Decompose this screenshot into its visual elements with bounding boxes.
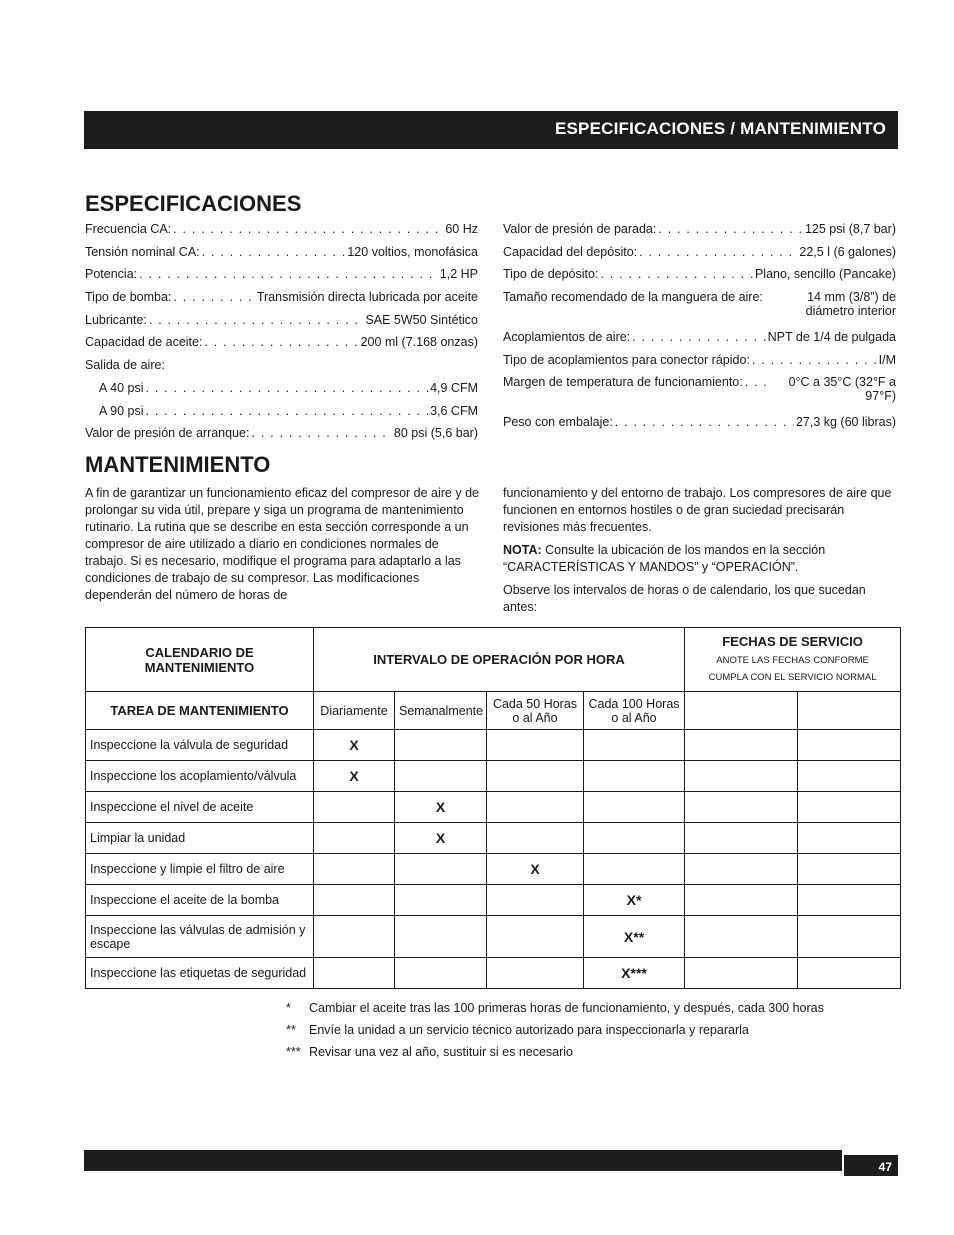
spec-value: Plano, sencillo (Pancake): [754, 267, 896, 282]
daily-cell: [314, 885, 395, 916]
spec-label: Potencia:: [85, 267, 138, 282]
daily-cell: [314, 958, 395, 989]
footnote-symbol: *: [286, 1001, 291, 1015]
spec-label: Valor de presión de arranque:: [85, 426, 250, 441]
dot-leader: [204, 335, 358, 349]
spec-label: Margen de temperatura de funcionamiento:: [503, 375, 743, 390]
maintenance-interval-note: Observe los intervalos de horas o de calendario, los que sucedan antes:: [503, 583, 866, 614]
spec-row: [85, 267, 478, 290]
footnote: [286, 1041, 824, 1063]
footnote-symbol: **: [286, 1023, 296, 1037]
hundred-hours-cell: X*: [584, 885, 685, 916]
weekly-cell: [395, 730, 487, 761]
dot-leader: [149, 313, 364, 327]
table-row: [86, 730, 901, 761]
spec-value: I/M: [878, 352, 896, 367]
hundred-hours-cell: X***: [584, 958, 685, 989]
spec-label: Valor de presión de parada:: [503, 222, 657, 236]
footer-bar: [84, 1150, 842, 1171]
task-header: TAREA DE MANTENIMIENTO: [86, 692, 314, 730]
spec-value: 1,2 HP: [439, 267, 478, 282]
dot-leader: [202, 245, 346, 259]
spec-label: Lubricante:: [85, 312, 147, 327]
dot-leader: [765, 290, 766, 304]
table-row: [86, 958, 901, 989]
service-date-cell[interactable]: [798, 761, 901, 792]
service-date-cell[interactable]: [685, 792, 798, 823]
spec-value: 27,3 kg (60 libras): [795, 415, 896, 430]
section-header-band: [84, 111, 898, 149]
spec-value: 120 voltios, monofásica: [347, 244, 478, 259]
service-date-cell[interactable]: [798, 730, 901, 761]
footnote: [286, 997, 824, 1019]
spec-row: [503, 353, 896, 376]
spec-value: Transmisión directa lubricada por aceite: [256, 290, 478, 305]
weekly-cell: X: [395, 823, 487, 854]
spec-label: Tamaño recomendado de la manguera de aire:: [503, 290, 763, 305]
daily-cell: [314, 823, 395, 854]
weekly-cell: [395, 854, 487, 885]
service-date-cell[interactable]: [798, 958, 901, 989]
spec-row: [503, 222, 896, 245]
spec-label: Frecuencia CA:: [85, 222, 172, 236]
task-cell: Inspeccione los acoplamiento/válvula: [86, 761, 314, 792]
service-dates-sub-2: CUMPLA CON EL SERVICIO NORMAL: [708, 671, 877, 683]
weekly-cell: [395, 761, 487, 792]
weekly-cell: [395, 958, 487, 989]
footnote-symbol: ***: [286, 1045, 301, 1059]
table-subheader-row: [86, 692, 901, 730]
service-date-cell[interactable]: [685, 823, 798, 854]
table-row: [86, 761, 901, 792]
hundred-hours-cell: [584, 792, 685, 823]
dot-leader: [752, 353, 877, 367]
dot-leader: [632, 330, 766, 344]
service-date-cell[interactable]: [685, 958, 798, 989]
service-dates-header: [685, 628, 901, 692]
spec-label: Tipo de bomba:: [85, 290, 172, 305]
maintenance-note: [503, 542, 896, 576]
spec-value: 60 Hz: [445, 222, 478, 236]
spec-row: [503, 245, 896, 268]
service-date-cell[interactable]: [798, 916, 901, 958]
hundred-hours-cell: [584, 761, 685, 792]
fifty-hours-cell: [487, 730, 584, 761]
daily-cell: X: [314, 761, 395, 792]
dot-leader: [139, 267, 438, 281]
spec-value: NPT de 1/4 de pulgada: [767, 330, 896, 345]
spec-row: [503, 267, 896, 290]
service-dates-title: FECHAS DE SERVICIO: [722, 633, 863, 649]
spec-value: 22,5 l (6 galones): [799, 244, 896, 259]
col-100h-header: Cada 100 Horas o al Año: [584, 692, 685, 730]
dot-leader: [615, 415, 794, 429]
page-number: 47: [844, 1155, 898, 1176]
service-date-cell[interactable]: [685, 730, 798, 761]
footnote: [286, 1019, 824, 1041]
spec-row: [503, 330, 896, 353]
footnotes: [286, 997, 824, 1063]
spec-value: SAE 5W50 Sintético: [365, 312, 478, 327]
task-cell: Limpiar la unidad: [86, 823, 314, 854]
service-date-cell[interactable]: [798, 885, 901, 916]
dot-leader: [145, 381, 428, 395]
daily-cell: [314, 854, 395, 885]
interval-header: INTERVALO DE OPERACIÓN POR HORA: [314, 628, 685, 692]
fifty-hours-cell: X: [487, 854, 584, 885]
spec-row: [503, 375, 896, 415]
spec-label: A 90 psi: [99, 403, 144, 418]
dot-leader: [173, 222, 443, 236]
fifty-hours-cell: [487, 823, 584, 854]
spec-row: [85, 290, 478, 313]
col-daily-header: Diariamente: [314, 692, 395, 730]
spec-label: Capacidad de aceite:: [85, 335, 203, 350]
weekly-cell: X: [395, 792, 487, 823]
service-date-cell[interactable]: [798, 854, 901, 885]
daily-cell: [314, 916, 395, 958]
service-date-cell[interactable]: [685, 761, 798, 792]
hundred-hours-cell: X**: [584, 916, 685, 958]
service-date-cell[interactable]: [685, 885, 798, 916]
spec-row: [503, 415, 896, 438]
spec-value: 3,6 CFM: [430, 403, 478, 418]
dot-leader: [745, 375, 766, 389]
spec-label: Peso con embalaje:: [503, 415, 613, 430]
note-label: NOTA:: [503, 543, 542, 557]
task-cell: Inspeccione la válvula de seguridad: [86, 730, 314, 761]
specifications-heading: ESPECIFICACIONES: [85, 191, 302, 216]
table-header-row: [86, 628, 901, 692]
dot-leader: [639, 245, 797, 259]
fifty-hours-cell: [487, 792, 584, 823]
dot-leader: [600, 267, 753, 281]
table-row: [86, 885, 901, 916]
table-row: [86, 823, 901, 854]
spec-label: Tipo de depósito:: [503, 267, 599, 282]
spec-row: [85, 404, 478, 427]
hundred-hours-cell: [584, 730, 685, 761]
spec-value: 80 psi (5,6 bar): [393, 426, 478, 441]
spec-label: Tipo de acoplamientos para conector rápido:: [503, 352, 750, 367]
spec-value: 4,9 CFM: [430, 380, 478, 395]
calendar-header: CALENDARIO DE MANTENIMIENTO: [86, 628, 314, 692]
note-text: Consulte la ubicación de los mandos en la sección “CARACTERÍSTICAS Y MANDOS” y “OPERACIÓN”.: [503, 543, 826, 574]
footnote-text: Cambiar el aceite tras las 100 primeras horas de funcionamiento, y después, cada 300 horas: [309, 1001, 824, 1015]
spec-row: [85, 358, 478, 381]
spec-label: Capacidad del depósito:: [503, 244, 638, 259]
spec-row: [85, 381, 478, 404]
table-row: [86, 916, 901, 958]
task-cell: Inspeccione y limpie el filtro de aire: [86, 854, 314, 885]
task-cell: Inspeccione el nivel de aceite: [86, 792, 314, 823]
service-date-cell[interactable]: [685, 854, 798, 885]
footnote-text: Revisar una vez al año, sustituir si es necesario: [309, 1045, 574, 1059]
service-date-cell[interactable]: [798, 823, 901, 854]
weekly-cell: [395, 885, 487, 916]
fifty-hours-cell: [487, 958, 584, 989]
service-date-cell[interactable]: [798, 792, 901, 823]
task-cell: Inspeccione las válvulas de admisión y escape: [86, 916, 314, 958]
service-date-cell[interactable]: [685, 916, 798, 958]
spec-label: Tensión nominal CA:: [85, 244, 200, 259]
spec-label: Acoplamientos de aire:: [503, 330, 631, 345]
col-weekly-header: Semanalmente: [395, 692, 487, 730]
spec-row: [85, 335, 478, 358]
spec-label: A 40 psi: [99, 380, 144, 395]
spec-value: 200 ml (7.168 onzas): [360, 335, 478, 350]
spec-row: [85, 426, 478, 449]
dot-leader: [173, 290, 254, 304]
daily-cell: [314, 792, 395, 823]
service-date-cell[interactable]: [798, 692, 901, 730]
maintenance-heading: MANTENIMIENTO: [85, 452, 271, 477]
spec-row: [85, 222, 478, 245]
fifty-hours-cell: [487, 761, 584, 792]
spec-row: [85, 245, 478, 268]
hundred-hours-cell: [584, 823, 685, 854]
task-cell: Inspeccione las etiquetas de seguridad: [86, 958, 314, 989]
spec-label: Salida de aire:: [85, 358, 165, 373]
dot-leader: [658, 222, 803, 236]
daily-cell: X: [314, 730, 395, 761]
spec-value: 125 psi (8,7 bar): [804, 222, 896, 236]
hundred-hours-cell: [584, 854, 685, 885]
spec-row: [503, 290, 896, 330]
specs-left-column: [85, 222, 478, 449]
maintenance-schedule-table: [85, 627, 901, 989]
service-date-cell[interactable]: [685, 692, 798, 730]
spec-value: 14 mm (3/8”) de diámetro interior: [805, 290, 896, 319]
fifty-hours-cell: [487, 916, 584, 958]
table-row: [86, 792, 901, 823]
fifty-hours-cell: [487, 885, 584, 916]
specs-right-column: [503, 222, 896, 438]
dot-leader: [251, 426, 391, 440]
maintenance-intro-left: A fin de garantizar un funcionamiento eficaz del compresor de aire y de prolongar su vida útil, prepare y siga un programa de mantenimiento rutinario. La rutina que se describe en esta sección corresponde a un compresor de aire utilizado a diario en condiciones normales de trabajo. Si es necesario, modifique el programa para adaptarlo a las condiciones de trabajo de su compresor. Las modificaciones dependerán del número de horas de: [85, 486, 479, 602]
service-dates-sub-1: ANOTE LAS FECHAS CONFORME: [716, 654, 869, 666]
table-row: [86, 854, 901, 885]
weekly-cell: [395, 916, 487, 958]
spec-row: [85, 313, 478, 336]
spec-value: 0°C a 35°C (32°F a 97°F): [788, 375, 896, 404]
dot-leader: [145, 404, 428, 418]
footnote-text: Envíe la unidad a un servicio técnico autorizado para inspeccionarla y repararla: [309, 1023, 749, 1037]
col-50h-header: Cada 50 Horas o al Año: [487, 692, 584, 730]
task-cell: Inspeccione el aceite de la bomba: [86, 885, 314, 916]
section-header-title: ESPECIFICACIONES / MANTENIMIENTO: [554, 119, 886, 138]
maintenance-intro-right: funcionamiento y del entorno de trabajo. Los compresores de aire que funcionen en entornos hostiles o de gran suciedad precisarán revisiones más frecuentes.: [503, 486, 892, 534]
